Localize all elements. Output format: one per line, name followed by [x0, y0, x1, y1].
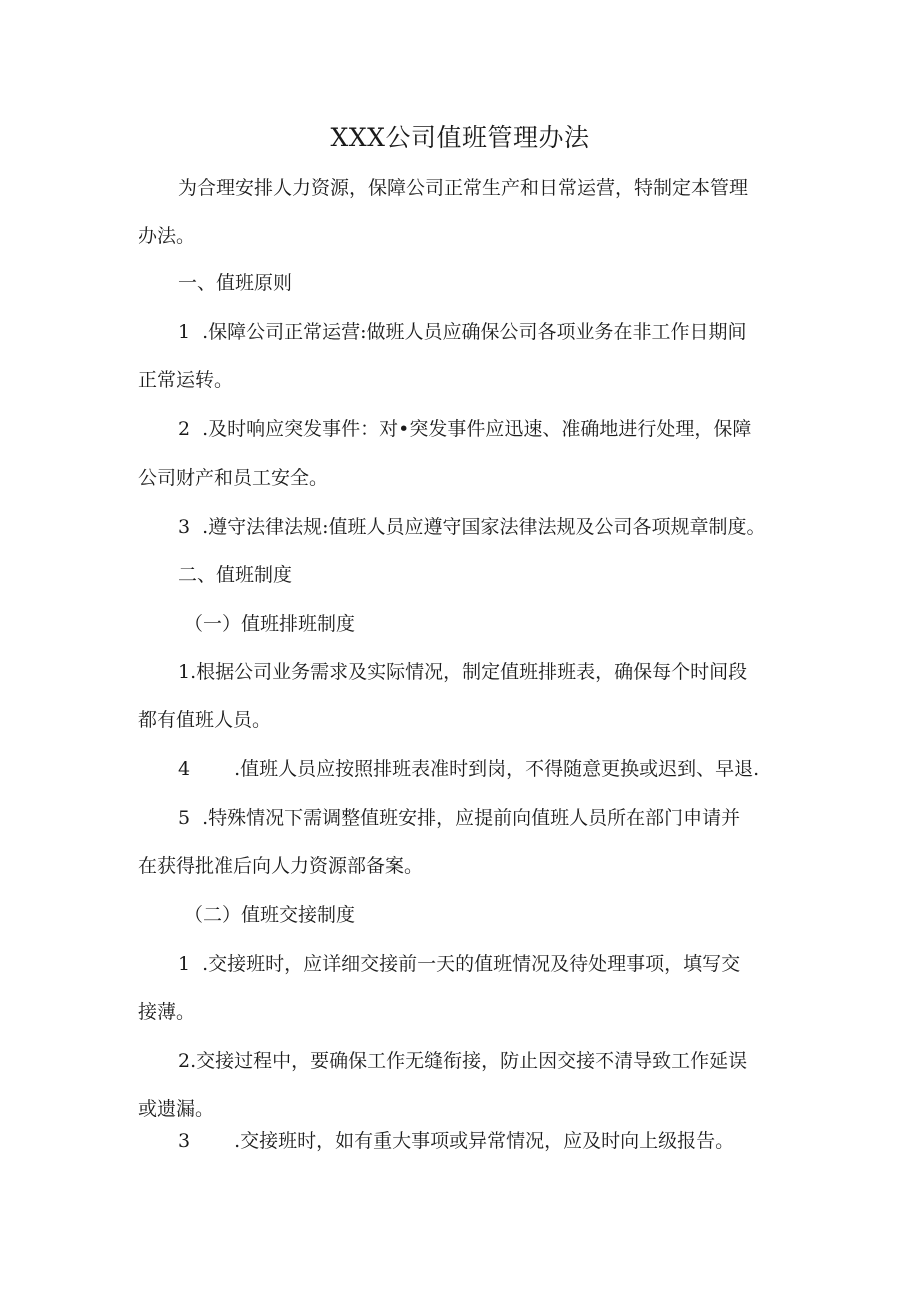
intro-line-2: 办法。	[138, 225, 196, 247]
section-1-item-2-line-1	[178, 417, 751, 441]
section-2-sub-2-item-2-line-2: 或遗漏。	[138, 1098, 215, 1120]
item-text: .交接班时，应详细交接前一天的值班情况及待处理事项，填写交	[202, 953, 741, 975]
item-number: 1	[178, 321, 191, 343]
section-1-item-2-line-2: 公司财产和员工安全。	[138, 467, 329, 489]
section-2-sub-2-item-2-line-1: 2.交接过程中，要确保工作无缝衔接，防止因交接不清导致工作延误	[178, 1050, 748, 1072]
item-text: .值班人员应按照排班表准时到岗，不得随意更换或迟到、早退.	[234, 758, 760, 780]
item-number: 4	[178, 758, 191, 780]
item-number: 2	[178, 418, 191, 440]
item-number: 5	[178, 807, 191, 829]
item-number: 1	[178, 953, 191, 975]
section-1-item-1-line-1	[178, 320, 747, 344]
item-text: .交接班时，如有重大事项或异常情况，应及时向上级报告。	[234, 1130, 735, 1152]
item-text: .遵守法律法规:值班人员应遵守国家法律法规及公司各项规章制度。	[202, 516, 766, 538]
section-2-sub-1-item-1-line-2: 都有值班人员。	[138, 709, 272, 731]
section-2-sub-2-heading: （二）值班交接制度	[184, 904, 356, 926]
item-number: 3	[178, 516, 191, 538]
section-2-sub-1-item-3-line-1	[178, 806, 740, 830]
item-text: .保障公司正常运营:做班人员应确保公司各项业务在非工作日期间	[202, 321, 747, 343]
section-2-heading: 二、值班制度	[178, 564, 293, 586]
section-2-sub-2-item-1-line-1	[178, 952, 740, 976]
item-text: .及时响应突发事件：对•突发事件应迅速、准确地进行处理，保障	[202, 418, 752, 440]
item-number: 3	[178, 1130, 191, 1152]
section-1-item-3-line-1	[178, 515, 766, 539]
section-2-sub-1-item-1-line-1: 1.根据公司业务需求及实际情况，制定值班排班表，确保每个时间段	[178, 661, 748, 683]
section-2-sub-1-heading: （一）值班排班制度	[184, 613, 356, 635]
intro-line-1: 为合理安排人力资源，保障公司正常生产和日常运营，特制定本管理	[178, 177, 749, 199]
section-2-sub-1-item-2-line-1	[178, 757, 759, 781]
document-title: XXX公司值班管理办法	[330, 123, 590, 152]
section-2-sub-2-item-1-line-2: 接薄。	[138, 1001, 196, 1023]
section-1-heading: 一、值班原则	[178, 272, 293, 294]
section-1-item-1-line-2: 正常运转。	[138, 369, 234, 391]
section-2-sub-2-item-3-line-1	[178, 1129, 734, 1153]
section-2-sub-1-item-3-line-2: 在获得批准后向人力资源部备案。	[138, 855, 424, 877]
item-text: .特殊情况下需调整值班安排，应提前向值班人员所在部门申请并	[202, 807, 741, 829]
